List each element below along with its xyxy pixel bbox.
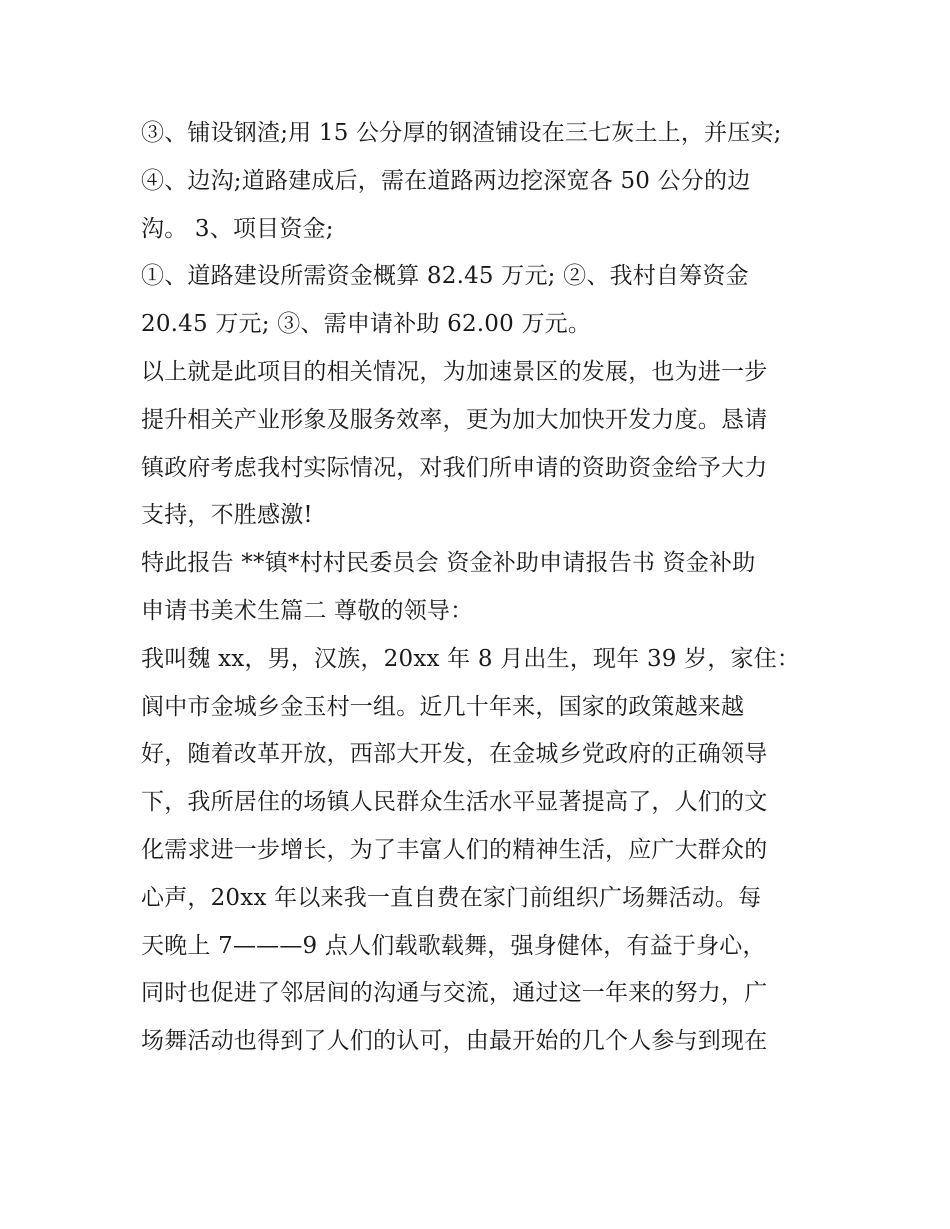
text-line: 镇政府考虑我村实际情况，对我们所申请的资助资金给予大力 bbox=[141, 454, 768, 481]
text-line: 心声，20xx 年以来我一直自费在家门前组织广场舞活动。每 bbox=[141, 884, 762, 911]
text-line: 沟。 3、项目资金; bbox=[141, 215, 334, 242]
text-line: 天晚上 7———9 点人们载歌载舞，强身健体，有益于身心， bbox=[141, 932, 766, 959]
text-line: 下，我所居住的场镇人民群众生活水平显著提高了，人们的文 bbox=[141, 789, 768, 816]
text-line: 好，随着改革开放，西部大开发，在金城乡党政府的正确领导 bbox=[141, 741, 768, 768]
text-line: 申请书美术生篇二 尊敬的领导： bbox=[141, 597, 474, 624]
text-line: 支持，不胜感激! bbox=[141, 502, 313, 529]
text-line: 提升相关产业形象及服务效率，更为加大加快开发力度。恳请 bbox=[141, 406, 768, 433]
document-body bbox=[141, 110, 821, 1066]
text-line: 化需求进一步增长，为了丰富人们的精神生活，应广大群众的 bbox=[141, 836, 768, 863]
text-line: ④、边沟;道路建成后，需在道路两边挖深宽各 50 公分的边 bbox=[141, 167, 751, 194]
text-line: ①、道路建设所需资金概算 82.45 万元; ②、我村自筹资金 bbox=[141, 263, 749, 290]
text-line: 同时也促进了邻居间的沟通与交流，通过这一年来的努力，广 bbox=[141, 980, 768, 1007]
text-line: ③、铺设钢渣;用 15 公分厚的钢渣铺设在三七灰土上，并压实; bbox=[141, 120, 782, 146]
text-line: 阆中市金城乡金玉村一组。近几十年来，国家的政策越来越 bbox=[141, 693, 745, 720]
text-line: 以上就是此项目的相关情况，为加速景区的发展，也为进一步 bbox=[141, 358, 768, 385]
text-line: 20.45 万元; ③、需申请补助 62.00 万元。 bbox=[141, 311, 592, 338]
text-line: 我叫魏 xx，男，汉族，20xx 年 8 月出生，现年 39 岁，家住： bbox=[141, 645, 801, 672]
text-line: 特此报告 **镇*村村民委员会 资金补助申请报告书 资金补助 bbox=[141, 550, 756, 577]
text-line: 场舞活动也得到了人们的认可，由最开始的几个人参与到现在 bbox=[141, 1028, 768, 1055]
